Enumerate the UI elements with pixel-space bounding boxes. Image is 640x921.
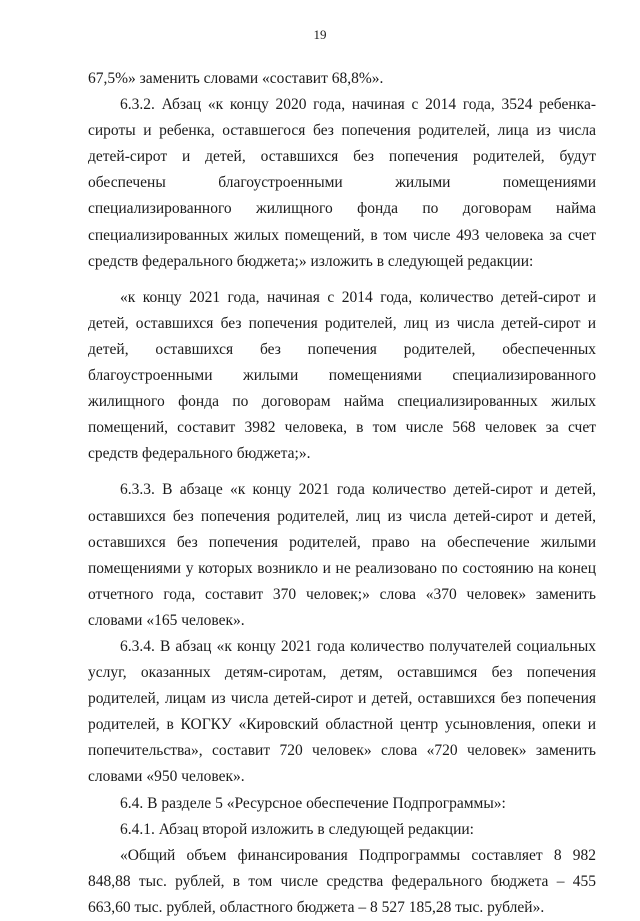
document-body xyxy=(88,66,596,921)
paragraph-6-3-2: 6.3.2. Абзац «к концу 2020 года, начиная с 2014 года, 3524 ребенка-сироты и ребенка, оставшегося без попечения родителей, лица из числа детей-сирот и детей, оставшихся без попечения родителей, будут обеспечены благоустроенными жилыми помещениями специализированного жилищного фонда по договорам найма специализированных жилых помещений, в том числе 493 человека за счет средств федерального бюджета;» изложить в следующей редакции: xyxy=(88,96,596,270)
paragraph-continuation: 67,5%» заменить словами «составит 68,8%». xyxy=(88,70,384,87)
paragraph-quote-financing: «Общий объем финансирования Подпрограммы составляет 8 982 848,88 тыс. рублей, в том числе средства федерального бюджета – 455 663,60 тыс. рублей, областного бюджета – 8 527 185,28 тыс. рублей». xyxy=(88,846,596,916)
paragraph-6-4: 6.4. В разделе 5 «Ресурсное обеспечение Подпрограммы»: xyxy=(120,794,506,812)
paragraph-6-3-3: 6.3.3. В абзаце «к концу 2021 года количество детей-сирот и детей, оставшихся без попечения родителей, лиц из числа детей-сирот и детей, оставшихся без попечения родителей, право на обеспечение жилыми помещениями у которых возникло и не реализовано по состоянию на конец отчетного года, составит 370 человек;» слова «370 человек» заменить словами «165 человек». xyxy=(88,481,596,629)
paragraph-6-3-4: 6.3.4. В абзац «к концу 2021 года количество получателей социальных услуг, оказанных детям-сиротам, детям, оставшимся без попечения родителей, лицам из числа детей-сирот и детей, оставшихся без попечения родителей, в КОГКУ «Кировский областной центр усыновления, опеки и попечительства», составит 720 человек» слова «720 человек» заменить словами «950 человек». xyxy=(88,637,596,786)
paragraph-6-4-1: 6.4.1. Абзац второй изложить в следующей редакции: xyxy=(120,820,474,838)
page-number: 19 xyxy=(313,27,327,42)
paragraph-quote-2021: «к концу 2021 года, начиная с 2014 года, количество детей-сирот и детей, оставшихся без попечения родителей, лиц из числа детей-сирот и детей, оставшихся без попечения родителей, обеспеченных благоустроенными жилыми помещениями специализированного жилищного фонда по договорам найма специализированных жилых помещений, составит 3982 человека, в том числе 568 человек за счет средств федерального бюджета;». xyxy=(88,288,596,463)
